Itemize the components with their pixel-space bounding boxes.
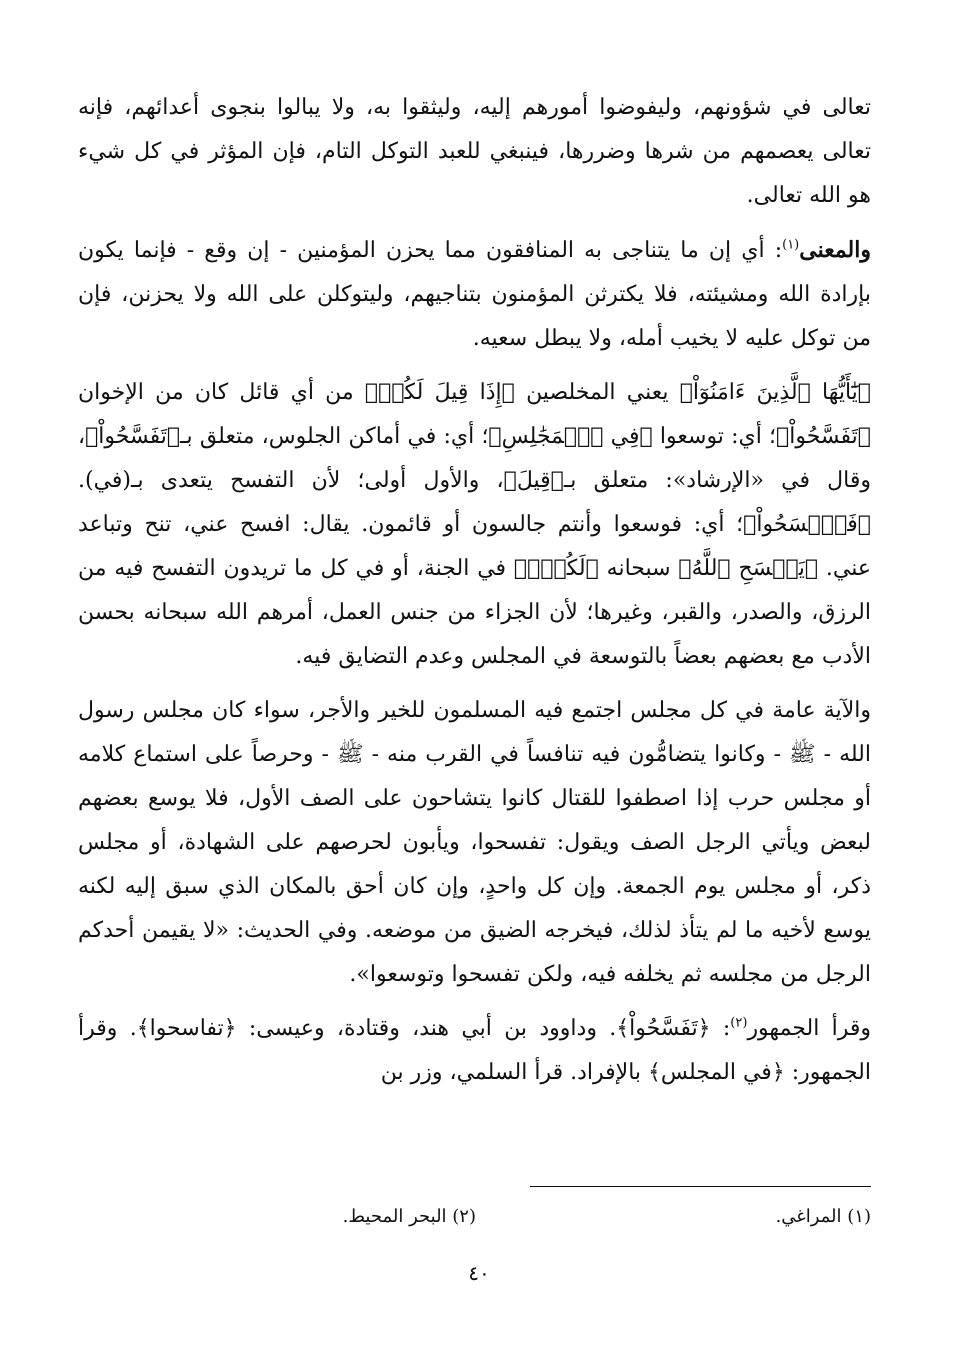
paragraph-2-text: : أي إن ما يتناجى به المنافقون مما يحزن المؤمنين - إن وقع - فإنما يكون بإرادة الله ومشيئته، فلا يكترثن المؤمنون بتناجيهم، وليتوكلن على الله ولا يحزنن، فإن من توكل عليه لا يخيب أمله، ولا يبطل سعيه. (78, 238, 871, 351)
paragraph-4: والآية عامة في كل مجلس اجتمع فيه المسلمون للخير والأجر، سواء كان مجلس رسول الله - ﷺ - وكانوا يتضامُّون فيه تنافساً في القرب منه - ﷺ - وحرصاً على استماع كلامه أو مجلس حرب إذا اصطفوا للقتال كانوا يتشاحون على الصف الأول، فلا يوسع بعضهم لبعض ويأتي الرجل الصف ويقول: تفسحوا، ويأبون لحرصهم على الشهادة، أو مجلس ذكر، أو مجلس يوم الجمعة. وإن كل واحدٍ، وإن كان أحق بالمكان الذي سبق إليه لكنه يوسع لأخيه ما لم يتأذ لذلك، فيخرجه الضيق من موضعه. وفي الحديث: «لا يقيمن أحدكم الرجل من مجلسه ثم يخلفه فيه، ولكن تفسحوا وتوسعوا». (78, 698, 871, 987)
footnote-ref-2: (٢) (730, 1015, 748, 1031)
footnotes (78, 1202, 871, 1236)
footnote-divider (530, 1186, 871, 1187)
paragraph-5-text-a: وقرأ الجمهور (747, 1016, 871, 1041)
footnote-1: (١) المراغي. (775, 1206, 871, 1227)
footnote-ref-1: (١) (782, 237, 800, 253)
paragraph-2-lead: والمعنى (799, 237, 871, 263)
paragraph-5 (78, 1007, 871, 1095)
paragraph-5-text-b: : ﴿تَفَسَّحُواْ﴾. وداوود بن أبي هند، وقتادة، وعيسى: ﴿تفاسحوا﴾. وقرأ الجمهور: ﴿في المجلس﴾ بالإفراد. قرأ السلمي، وزر بن (78, 1016, 871, 1085)
page-number: ٤٠ (468, 1261, 490, 1285)
paragraph-1: تعالى في شؤونهم، وليفوضوا أمورهم إليه، وليثقوا به، ولا يبالوا بنجوى أعدائهم، فإنه تعالى يعصمهم من شرها وضررها، فينبغي للعبد التوكل التام، فإن المؤثر في كل شيء هو الله تعالى. (78, 95, 871, 208)
paragraph-2 (78, 228, 871, 361)
paragraph-3: ﴿يَٰٓأَيُّهَا ٱلَّذِينَ ءَامَنُوٓاْ﴾ يعني المخلصين ﴿إِذَا قِيلَ لَكُمۡ﴾ من أي قائل كان من الإخوان ﴿تَفَسَّحُواْ﴾؛ أي: توسعوا ﴿فِي ٱلۡمَجَٰلِسِ﴾؛ أي: في أماكن الجلوس، متعلق بـ﴿تَفَسَّحُواْ﴾، وقال في «الإرشاد»: متعلق بـ﴿قِيلَ﴾، والأول أولى؛ لأن التفسح يتعدى بـ(في). ﴿فَٱفۡسَحُواْ﴾؛ أي: فوسعوا وأنتم جالسون أو قائمون. يقال: افسح عني، تنح وتباعد عني. ﴿يَفۡسَحِ ٱللَّهُ﴾ سبحانه ﴿لَكُمۡۖ﴾ في الجنة، أو في كل ما تريدون التفسح فيه من الرزق، والصدر، والقبر، وغيرها؛ لأن الجزاء من جنس العمل، أمرهم الله سبحانه بحسن الأدب مع بعضهم بعضاً بالتوسعة في المجلس وعدم التضايق فيه. (78, 380, 871, 669)
footnote-2: (٢) البحر المحيط. (342, 1206, 476, 1227)
body-text (78, 86, 871, 1095)
